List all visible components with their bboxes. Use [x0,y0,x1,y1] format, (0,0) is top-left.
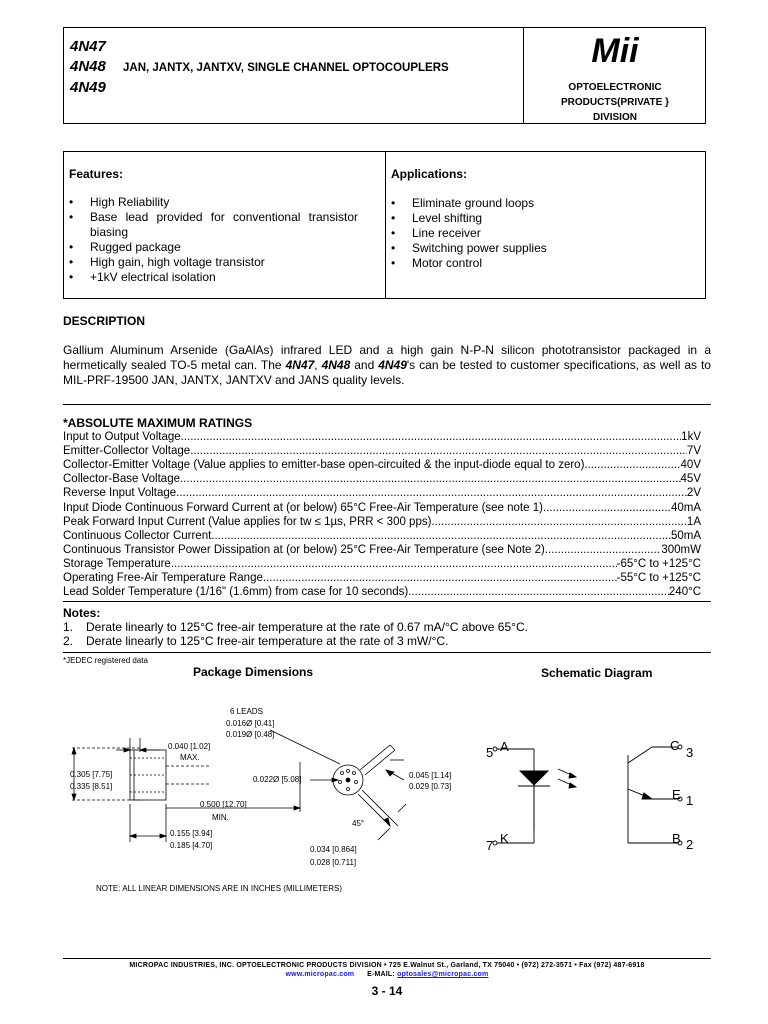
division-line: DIVISION [593,112,637,123]
dim-label: 0.040 [1.02] [168,742,211,751]
list-item: • Base lead provided for conventional transistor biasing [66,210,358,240]
rating-value: 40mA [670,501,701,514]
dim-label: 0.045 [1.14] [409,771,452,780]
rating-value: -65°C to +125°C [616,557,701,570]
dim-label: MIN. [212,813,229,822]
part-number: 4N49 [70,79,106,96]
dot-leader [180,472,681,486]
rating-value: 45V [680,473,701,486]
dot-leader [171,557,617,571]
notes-list [63,620,528,648]
rating-row [63,486,701,500]
ratings-heading: *ABSOLUTE MAXIMUM RATINGS [63,416,253,430]
rating-label: Emitter-Collector Voltage [63,445,191,458]
description-span: 's can be tested to customer specifications, as well as to MIL-PRF-19500 JAN, JANTX, JANTXV and JANS quality levels. [63,358,711,387]
rating-row [63,430,701,444]
dim-label: 45° [352,819,365,828]
rating-row [63,543,701,557]
features-divider [385,152,386,298]
jedec-note: *JEDEC registered data [63,656,148,665]
page-number: 3 - 14 [371,984,403,998]
rating-value: 1A [686,515,701,528]
package-dimensions-heading: Package Dimensions [193,665,314,679]
list-item: • Motor control [388,256,688,271]
rating-value: 7V [686,445,701,458]
section-rule [63,601,711,602]
dim-label: 0.155 [3.94] [170,829,213,838]
dot-leader [431,515,686,529]
division-name [524,80,706,125]
rating-label: Continuous Collector Current [63,529,212,542]
pin-label: B [672,831,681,846]
rating-label: Lead Solder Temperature (1/16" (1.6mm) from case for 10 seconds) [63,586,409,599]
description-text [63,343,711,388]
description-span: and [350,358,379,372]
pin-number: 1 [686,793,694,808]
dot-leader [190,444,687,458]
note-number: 1. [63,620,74,634]
rating-label: Storage Temperature [63,557,171,570]
part-ref: 4N47 [285,358,315,372]
pin-label: K [500,831,509,846]
dim-label: 0.305 [7.75] [70,770,113,779]
note-number: 2. [63,634,74,648]
dot-leader [181,430,682,444]
rating-label: Input to Output Voltage [63,431,181,443]
pin-number: 3 [686,745,694,760]
schematic-drawing [478,733,708,863]
dot-leader [263,571,617,585]
list-item [63,634,528,648]
rating-value: 1kV [681,431,701,443]
pin-label: C [670,738,680,753]
applications-heading: Applications: [391,167,468,181]
rating-label: Collector-Base Voltage [63,473,180,486]
dim-label: 0.019Ø [0.48] [226,730,275,739]
rating-label: Reverse Input Voltage [63,487,177,500]
dot-leader [211,529,671,543]
part-number: 4N47 [70,38,106,55]
rating-value: 300mW [661,543,701,556]
dim-label: 0.016Ø [0.41] [226,719,275,728]
rating-value: 40V [680,459,701,472]
features-applications-box [63,151,706,299]
footer-rule [63,958,711,959]
rating-value: 50mA [670,529,701,542]
schematic-heading: Schematic Diagram [541,666,653,680]
dot-leader [176,486,687,500]
applications-list [388,196,688,271]
dim-label: 0.034 [0.864] [310,845,357,854]
dot-leader [408,585,669,599]
description-span: , [314,358,322,372]
email-label: E-MAIL: [367,971,395,978]
list-item: • High gain, high voltage transistor [66,255,358,270]
division-line: OPTOELECTRONIC [568,82,662,93]
footer-company: MICROPAC INDUSTRIES, INC. OPTOELECTRONIC PRODUCTS DIVISION • 725 E.Walnut St., Garland, TX 75040 • (972) 272-3571 • Fax (972) 487-6918 [129,962,645,969]
description-heading: DESCRIPTION [63,314,146,328]
dim-label: 0.022Ø [5.08] [253,775,302,784]
dim-label: 0.335 [8.51] [70,782,113,791]
list-item: • Switching power supplies [388,241,688,256]
dim-label: 6 LEADS [230,707,263,716]
note-text: Derate linearly to 125°C free-air temperature at the rate of 3 mW/°C. [86,634,449,648]
list-item: • High Reliability [66,195,358,210]
dim-label: 0.500 [12.70] [200,800,247,809]
package-drawing [60,700,460,880]
list-item [63,620,528,634]
pin-label: E [672,787,681,802]
rating-row [63,515,701,529]
pin-number: 7 [486,838,494,853]
rating-label: Operating Free-Air Temperature Range [63,572,263,584]
features-heading: Features: [69,167,124,181]
list-item: • Level shifting [388,211,688,226]
features-list [66,195,358,285]
pin-number: 2 [686,837,694,852]
rating-row [63,557,701,571]
website-link[interactable]: www.micropac.com [285,971,355,978]
dim-label: 0.185 [4.70] [170,841,213,850]
dot-leader [543,501,671,515]
part-number: 4N48 [70,58,106,75]
description-span: Gallium Aluminum Arsenide (GaAlAs) infrared LED and a high gain N-P-N silicon phototransistor packaged in a hermetically sealed TO-5 metal can. The [63,343,711,372]
rating-row [63,571,701,585]
rating-label: Input Diode Continuous Forward Current at (or below) 65°C Free-Air Temperature (see note 1) [63,501,543,514]
section-rule [63,404,711,405]
division-line: PRODUCTS(PRIVATE } [561,97,669,108]
list-item: • Eliminate ground loops [388,196,688,211]
dot-leader [545,543,662,557]
rating-row [63,585,701,599]
dim-label: 0.029 [0.73] [409,782,452,791]
list-item: • +1kV electrical isolation [66,270,358,285]
dot-leader [584,458,680,472]
rating-row [63,472,701,486]
dim-label: MAX. [180,753,200,762]
note-text: Derate linearly to 125°C free-air temperature at the rate of 0.67 mA/°C above 65°C. [86,620,528,634]
rating-row [63,529,701,543]
dim-label: 0.028 [0.711] [310,858,357,867]
company-logo: Mii [591,32,639,70]
footer-contact [63,971,711,978]
dimensions-note: NOTE: ALL LINEAR DIMENSIONS ARE IN INCHES (MILLIMETERS) [96,884,342,893]
list-item: • Rugged package [66,240,358,255]
header-box [63,27,706,124]
document-title: JAN, JANTX, JANTXV, SINGLE CHANNEL OPTOCOUPLERS [123,62,449,74]
part-ref: 4N49 [378,358,407,372]
rating-row [63,501,701,515]
rating-label: Collector-Emitter Voltage (Value applies to emitter-base open-circuited & the input-diode equal to zero) [63,459,585,472]
section-rule [63,652,711,653]
rating-row [63,444,701,458]
notes-heading: Notes: [63,606,101,620]
rating-row [63,458,701,472]
pin-number: 5 [486,745,494,760]
list-item: • Line receiver [388,226,688,241]
rating-value: -55°C to +125°C [616,572,701,584]
pin-label: A [500,739,509,754]
rating-label: Peak Forward Input Current (Value applies for tw ≤ 1µs, PRR < 300 pps) [63,515,432,528]
email-link[interactable]: optosales@micropac.com [397,971,489,978]
rating-value: 240°C [668,586,701,599]
rating-label: Continuous Transistor Power Dissipation at (or below) 25°C Free-Air Temperature (see Note 2) [63,543,545,556]
part-ref: 4N48 [321,358,351,372]
rating-value: 2V [686,487,701,500]
